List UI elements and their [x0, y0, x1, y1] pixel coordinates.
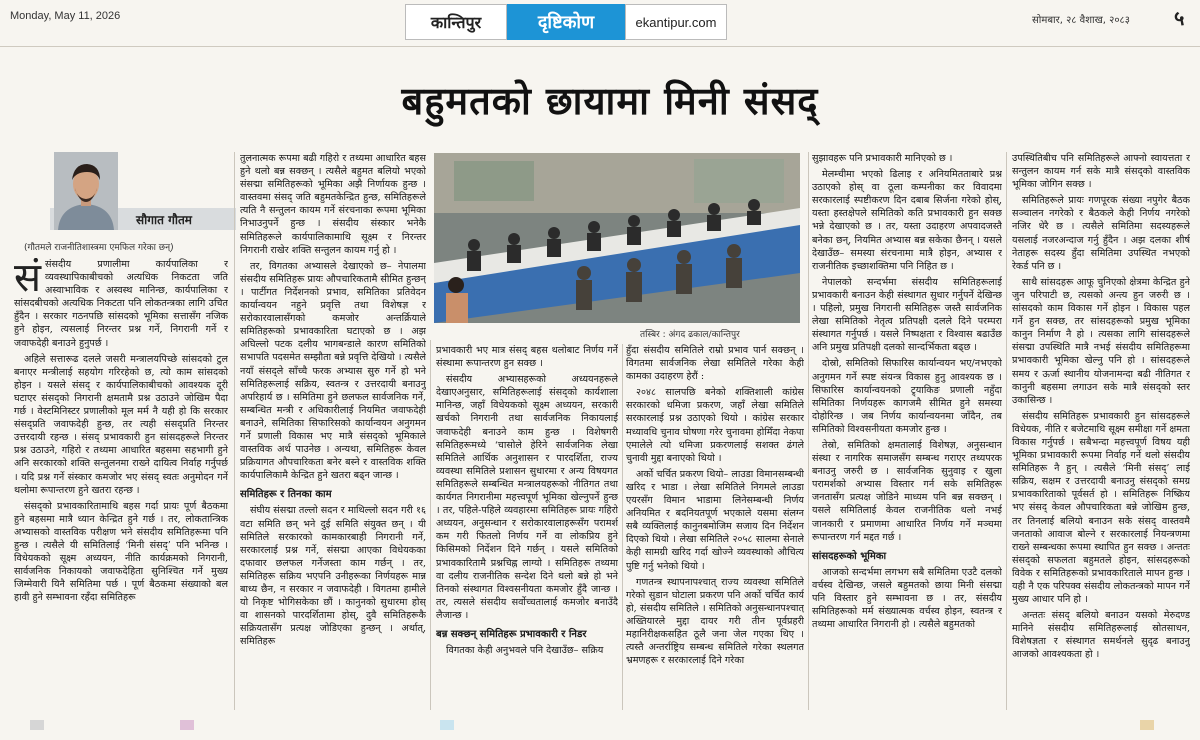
- print-mark: [1140, 720, 1154, 730]
- date-nepali: सोमबार, २८ वैशाख, २०८३: [1032, 15, 1130, 26]
- subheading: बन्न सक्छन् समितिहरू प्रभावकारी र निडर: [436, 628, 587, 640]
- paragraph: गणतन्त्र स्थापनापश्चात् राज्य व्यवस्था समितिले गरेको सुडान घोटाला प्रकरण पनि अर्को चर्चित कार्य हो, संसदीय समितिले । समितिको अनुसन्धानपश्चात् अख्तियारले मुद्दा दायर गरी तीन पूर्वप्रहरी महानिरीक्षकसहित ठूलै जना जेल गएका थिए । त्यस्तै अन्तर्राष्ट्रिय सम्बन्ध समितिले गरेका स्थलगत भ्रमणहरू र सरकारलाई दिने गरेका: [626, 576, 804, 667]
- paragraph: दोस्रो, समितिको सिफारिस कार्यान्वयन भए/नभएको अनुगमन गर्ने स्पष्ट संयन्त्र विकास हुनु आवश्यक छ । सिफारिस कार्यान्वयनको ट्र्याकिङ प्रणाली नहुँदा समितिका निर्णयहरू कागजमै सीमित हुने समस्या दोहोरिन्छ । जब निर्णय कार्यान्वयनमा जाँदैन, तब समितिको विश्वसनीयता कमजोर हुन्छ ।: [812, 358, 1002, 435]
- paragraph: २०४८ सालपछि बनेको शक्तिशाली कांग्रेस सरकारको धमिजा प्रकरण, जहाँ लेखा समितिले सरकारलाई प्रश्न उठाएको थियो । कांग्रेस सरकार मध्यावधि चुनाव घोषणा गरेर चुनावमा होमिँदा नेकपा एमालेले त्यो धमिजा प्रकरणलाई सशक्त ढंगले चुनावी मुद्दा बनाएको थियो ।: [626, 387, 804, 464]
- author-portrait-icon: [54, 152, 118, 230]
- column-2: [240, 152, 426, 708]
- dropcap: सं: [14, 258, 42, 301]
- page-number: ५: [1174, 6, 1185, 30]
- headline: बहुमतको छायामा मिनी संसद्: [401, 79, 819, 123]
- committee-meeting-photo-icon: [434, 153, 800, 323]
- paragraph: संसदीय समितिहरू प्रभावकारी हुन सांसदहरूले विधेयक, नीति र बजेटमाथि सूक्ष्म समीक्षा गर्ने क्षमता विकास गर्नुपर्छ । सबैभन्दा महत्त्वपूर्ण विषय यही भूमिका प्रभावकारी रूपमा निर्वाह गर्ने थलो संसदीय समितिहरू नै हुन् । त्यसैले ‘मिनी संसद्’ लाई सक्रिय, सक्षम र उत्तरदायी बनाउनु संसद्को समग्र प्रभावकारिताको पूर्वसर्त हो । समितिहरू निष्क्रिय भए संसद् केवल औपचारिकता बन्ने जोखिम हुन्छ, तर तिनलाई बलियो बनाउन सके संसद् वास्तवमै जनताको आवाज बोल्ने र सरकारलाई नियन्त्रणमा राख्ने सम्बन्धका रूपमा स्थापित हुन सक्छ । अन्ततः संसद्को सफलता बहुमतले होइन, सांसदहरूको विवेक र समितिहरूको प्रभावकारिताले मापन हुन्छ । यही नै एक परिपक्व संसदीय लोकतन्त्रको मापन गर्ने मुख्य आधार पनि हो ।: [1012, 410, 1190, 606]
- photo-credit: तस्बिर : अंगद ढकाल/कान्तिपुर: [640, 330, 740, 340]
- paragraph: अन्ततः संसद् बलियो बनाउन यसको मेरुदण्ड मानिने संसदीय समितिहरूलाई स्रोतसाधन, विशेषज्ञता र संस्थागत समर्थनले सुदृढ बनाउनु आजको आवश्यकता हो ।: [1012, 610, 1190, 661]
- paragraph: तेस्रो, समितिको क्षमतालाई विशेषज्ञ, अनुसन्धान संस्था र नागरिक समाजसँग सम्बन्ध गराएर तथ्यपरक बनाउनु जरुरी छ । सार्वजनिक सुनुवाइ र खुला परामर्शको अभ्यास विस्तार गर्न सके समितिहरू जनतासँग प्रत्यक्ष जोडिने माध्यम पनि बन्न सक्छन् । यसले समितिलाई केवल राजनीतिक थलो नभई जानकारी र प्रमाणमा आधारित निर्णय गर्ने मञ्चमा रूपान्तरण गर्न मद्दत गर्छ ।: [812, 439, 1002, 543]
- column-3: [436, 344, 618, 708]
- paragraph: अहिले सत्तारूढ दलले जसरी मन्त्रालयपिच्छे सांसदको टुल बनाएर मन्त्रीलाई सहयोग गरिरहेको छ, त्यो काम सांसदको होइन । यसले संसद् र कार्यपालिकाबीचको आवश्यक दूरी घटाएर संसद्को निगरानी क्षमतामै प्रश्न उठाउने जोखिम पैदा गर्छ । वेस्टमिनिस्टर प्रणालीको मूल मर्म नै यही हो कि सरकार संसद्प्रति जवाफदेही हुन्छ, तर त्यही संसद्प्रति निरन्तर उत्तरदायी रहन्छ । संसद् प्रभावकारी हुन सांसदहरूले निरन्तर प्रश्न उठाउने, गहिरो र तथ्यमा आधारित बहसमा सहभागी हुने अनि सरकारको शक्ति सन्तुलनमा राख्ने दायित्व निर्वाह गर्नुपर्छ । यदि प्रश्न गर्ने संस्कार कमजोर भए संसद् स्वतः अनुमोदन गर्ने थलोमा रूपान्तरण हुने खतरा रहन्छ ।: [14, 353, 228, 496]
- paragraph: तर, विगतका अभ्यासले देखाएको छ– नेपालमा संसदीय समितिहरू प्रायः औपचारिकतामै सीमित हुन्छन् । पार्टीगत निर्देशनको प्रभाव, समितिका प्रतिवेदन कार्यान्वयन नहुने प्रवृत्ति तथा विशेषज्ञ र सरोकारवालासँगको कमजोर अन्तर्क्रियाले समितिहरूको प्रभावकारिता घटाएको छ । अझ अघिल्लो पटक दलीय भागबन्डाले कारण समितिको सभापति पदसमेत सम्झौता बन्ने प्रवृत्ति देखियो । त्यसैले नयाँ संसद्ले साँच्चै फरक अभ्यास सुरु गर्ने हो भने समितिहरूलाई सक्रिय, स्वतन्त्र र उत्तरदायी बनाउनु अपरिहार्य छ । समितिमा हुने छलफल सार्वजनिक गर्ने, सम्बन्धित मन्त्री र अधिकारीलाई नियमित जवाफदेही बनाउने, समितिका सिफारिसको कार्यान्वयन अनुगमन गर्ने प्रणाली विकास भए मात्रै संसद्को भूमिकाले वास्तविक अर्थ पाउनेछ । अन्यथा, समितिहरू केवल प्रक्रियागत औपचारिकता बनेर बस्ने र वास्तविक शक्ति कार्यपालिकामै केन्द्रित हुने खतरा बढ्न जान्छ ।: [240, 260, 426, 482]
- paragraph: साथै सांसदहरू आफू चुनिएको क्षेत्रमा केन्द्रित हुने जुन परिपाटी छ, त्यसको अन्त्य हुन जरुरी छ । सांसदको काम विकास गर्ने होइन । विकास पहल गर्ने हुन सक्छ, तर सांसदहरूको प्रमुख भूमिका कानुन निर्माण नै हो । त्यसका लागि सांसदहरूले संसद्मा उपस्थिति मात्रै नभई संसदीय समितिहरूमा प्रभावकारी भूमिका खेल्नु पनि हो । सांसदहरूले समय र ऊर्जा स्थानीय योजनामन्दा बढी नीतिगत र कानुनी बहसमा लगाउन सके मात्रै संसद्को स्तर उकासिन्छ ।: [1012, 276, 1190, 406]
- column-4: [626, 344, 804, 708]
- paragraph: संसद्को प्रभावकारितामाथि बहस गर्दा प्रायः पूर्ण बैठकमा हुने बहसमा मात्रै ध्यान केन्द्रित हुने गर्छ । तर, लोकतान्त्रिक अभ्यासको वास्तविक परीक्षण भने संसदीय समितिहरूमा पनि हुन्छ । त्यसैले यी समितिलाई ‘मिनी संसद्’ पनि भनिन्छ । विधेयकको सूक्ष्म अध्ययन, नीति कार्यक्रमको निगरानी, सार्वजनिक निकायको जवाफदेहिता सुनिश्चित गर्ने मुख्य जिम्मेवारी यिनै समितिमा पर्छ । पूर्ण बैठकमा संख्याको बल हावी हुने सम्भावना रहँदा समितिहरू: [14, 500, 228, 604]
- top-bar: [0, 0, 1200, 47]
- paragraph: संसदीय प्रणालीमा कार्यपालिका र व्यवस्थापिकाबीचको अत्यधिक निकटता जति अस्वाभाविक र अस्वस्थ मानिन्छ, कार्यपालिका र सांसदबीचको अत्यधिक निकटता पनि लोकतन्त्रका लागि उचित हुँदैन । सरकार गठनपछि सांसदको भूमिका सत्तासँग नजिक हुने होइन, त्यसलाई निरन्तर प्रश्न गर्ने, निगरानी गर्ने र जवाफदेही बनाउने हुनुपर्छ ।: [14, 259, 228, 349]
- subheading: सांसदहरूको भूमिका: [812, 550, 887, 562]
- paragraph: विगतका केही अनुभवले पनि देखाउँछ– सक्रिय: [446, 645, 604, 657]
- byline: [24, 152, 234, 234]
- column-6: [1012, 152, 1190, 708]
- masthead-site: ekantipur.com: [625, 4, 727, 40]
- masthead: [405, 4, 727, 40]
- author-note: (गौतमले राजनीतिशास्त्रमा एमफिल गरेका छन्): [24, 243, 174, 253]
- article-photo: [434, 153, 800, 323]
- subheading: समितिहरू र तिनका काम: [240, 489, 332, 501]
- printer-marks: [0, 720, 1200, 740]
- paragraph: नेपालको सन्दर्भमा संसदीय समितिहरूलाई प्रभावकारी बनाउन केही संस्थागत सुधार गर्नुपर्ने देखिन्छ । पहिलो, प्रमुख निगरानी समितिहरू जस्तै सार्वजनिक लेखा समितिको नेतृत्व प्रतिपक्षी दलले दिने परम्परा संस्थागत गर्नुपर्छ । यसले निष्पक्षता र विश्वास बढाउँछ अनि प्रमुख प्रतिपक्षी दलको सान्दर्भिकता बढ्छ ।: [812, 276, 1002, 354]
- column-1: [14, 258, 228, 708]
- column-5: [812, 152, 1002, 708]
- print-mark: [30, 720, 44, 730]
- paragraph: तुलनात्मक रूपमा बढी गहिरो र तथ्यमा आधारित बहस हुने थलो बन्न सक्छन् । त्यसैले बहुमत बलियो भएको संसद्मा समितिहरूको भूमिका अझै निर्णायक हुन्छ । वास्तवमा संसद् जति बहुमतकेन्द्रित हुन्छ, समितिहरूले त्यति नै सन्तुलन कायम गर्ने संरचनाका रूपमा भूमिका निभाउनुपर्ने हुन्छ । संसदीय संस्कार भनेकै समितिहरूले कार्यपालिकामाथि सूक्ष्म र निरन्तर निगरानी राखेर शक्ति सन्तुलन कायम गर्नु हो ।: [240, 153, 426, 256]
- paragraph: समितिहरूले प्रायः गणपूरक संख्या नपुगेर बैठक सञ्चालन नगरेको र बैठकले केही निर्णय नगरेको नजिर धेरै छ । त्यसैले समितिमा सदस्यहरूले यसलाई नजरअन्दाज गर्नु हुँदैन । अझ दलका शीर्ष नेताहरू सदस्य हुँदा समितिमा उपस्थित नभएको रेकर्ड पनि छ ।: [1012, 195, 1190, 272]
- column-rule: [234, 152, 235, 710]
- paragraph: हुँदा संसदीय समितिले राम्रो प्रभाव पार्न सक्छन् । विगतमा सार्वजनिक लेखा समितिले गरेका केही कामका उदाहरण हेरौं :: [626, 345, 804, 383]
- author-photo: [54, 152, 118, 230]
- masthead-brand: कान्तिपुर: [405, 4, 507, 40]
- column-rule: [430, 340, 431, 710]
- date-english: Monday, May 11, 2026: [10, 10, 121, 22]
- print-mark: [180, 720, 194, 730]
- paragraph: अर्को चर्चित प्रकरण थियो– लाउडा विमानसम्बन्धी खरिद र भाडा । लेखा समितिले निगमले लाउडा एयरसँग विमान भाडामा लिनेसम्बन्धी निर्णय अनियमित र बदनियतपूर्ण भएकाले यसमा संलग्न सबै व्यक्तिलाई कानुनबमोजिम सजाय दिन निर्देशन दिएको थियो । लेखा समितिले २०५८ सालमा सेनाले केही सामग्री खरिद गर्दा खोज्ने व्यवस्थाको औचित्य पुष्टि गर्नु भनेको थियो ।: [626, 468, 804, 572]
- paragraph: उपस्थितिबीच पनि समितिहरूले आफ्नो स्वायत्तता र सन्तुलन कायम गर्न सके मात्रै संसद्को वास्तविक भूमिका जोगिन सक्छ ।: [1012, 153, 1190, 191]
- paragraph: संघीय संसद्मा तल्लो सदन र माथिल्लो सदन गरी १६ वटा समिति छन् भने दुई समिति संयुक्त छन् । यी समितिले सरकारको कामकारबाही निगरानी गर्ने, सरकारलाई प्रश्न गर्ने, संसद्मा आएका विधेयकका दफावार छलफल गर्नेजस्ता काम गर्छन् । तर, समितिहरू सक्रिय भएपनि उनीहरूका निर्णयहरू मान्न बाध्य छैन, न सरकार न जवाफदेही । विगतमा हामीले यो निकृष्ट भोगिसकेका छौं । कानुनको सुधारमा होस् वा शासनको पारदर्शितामा होस्, दुवै समितिहरूकै सक्रियतासँग प्रत्यक्ष जोडिएका हुन्छन् । अर्थात्, समितिहरू: [240, 505, 426, 648]
- paragraph: आजको सन्दर्भमा लगभग सबै समितिमा एउटै दलको वर्चस्व देखिन्छ, जसले बहुमतको छाया मिनी संसद्मा पनि विस्तार हुने सम्भावना छ । तर, संसदीय समितिहरूको मर्म संख्यात्मक वर्चस्व होइन, स्वतन्त्र र तथ्यमा आधारित निगरानी हो । त्यसैले बहुमतको: [812, 566, 1002, 631]
- print-mark: [440, 720, 454, 730]
- masthead-section: दृष्टिकोण: [507, 4, 625, 40]
- paragraph: संसदीय अभ्यासहरूको अध्ययनहरूले देखाएअनुसार, समितिहरूलाई संसद्को कार्यशाला मानिन्छ, जहाँ विधेयकको सूक्ष्म अध्ययन, सरकारी खर्चको निगरानी तथा सार्वजनिक निकायलाई जवाफदेही बनाउने काम हुन्छ । विशेषगरी समितिहरूमध्ये ‘चासोले हेरिने सार्वजनिक लेखा समितिले आर्थिक अनुशासन र पारदर्शिता, राज्य व्यवस्था समितिले प्रशासन सुधारमा र अन्य विषयगत समितिहरूले सम्बन्धित मन्त्रालयहरूको नीतिगत तथा कार्यगत निगरानीमा महत्त्वपूर्ण भूमिका खेल्नुपर्ने हुन्छ । तर, पहिले-पहिले व्यवहारमा समितिहरू प्रायः गहिरो अध्ययन, अनुसन्धान र सरोकारवालाहरूसँग परामर्श कम गरी फितलो निर्णय गर्ने वा लोकप्रिय हुने किसिमको निर्देशन दिने गर्छन् । यसले समितिको प्रभावकारितामै प्रश्नचिह्न लाग्यो । समितिहरू तथ्यमा वा दलीय राजनीतिक सन्देश दिने थलो बन्ने हो भने तिनको संस्थागत विश्वसनीयता कमजोर हुँदै जान्छ । तर, त्यसले संसदीय सर्वोच्चतालाई कमजोर बनाउँदै लैजान्छ ।: [436, 374, 618, 621]
- column-rule: [1006, 152, 1007, 710]
- paragraph: सुझावहरू पनि प्रभावकारी मानिएको छ ।: [812, 153, 953, 164]
- column-rule: [808, 152, 809, 710]
- author-name: सौगात गौतम: [136, 213, 192, 227]
- paragraph: प्रभावकारी भए मात्र संसद् बहस थलोबाट निर्णय गर्ने संस्थामा रूपान्तरण हुन सक्छ ।: [436, 345, 618, 370]
- paragraph: मेलम्चीमा भएको ढिलाइ र अनियमितताबारे प्रश्न उठाएको होस् वा ठूला कम्पनीका कर विवादमा सरकारलाई स्पष्टीकरण दिन दबाब सिर्जना गरेको होस्, यस्ता हस्तक्षेपले समितिको कति प्रभावकारी हुन सक्छ भन्ने देखाएको छ । तर, यस्ता उदाहरण अपवादजस्तै बनेका छन्, नियमित अभ्यास बन्न सकेका छैनन् । यसले देखाउँछ– समस्या संरचनामा मात्रै होइन, अभ्यास र राजनीतिक इच्छाशक्तिमा पनि निहित छ ।: [812, 169, 1002, 272]
- column-rule: [622, 344, 623, 710]
